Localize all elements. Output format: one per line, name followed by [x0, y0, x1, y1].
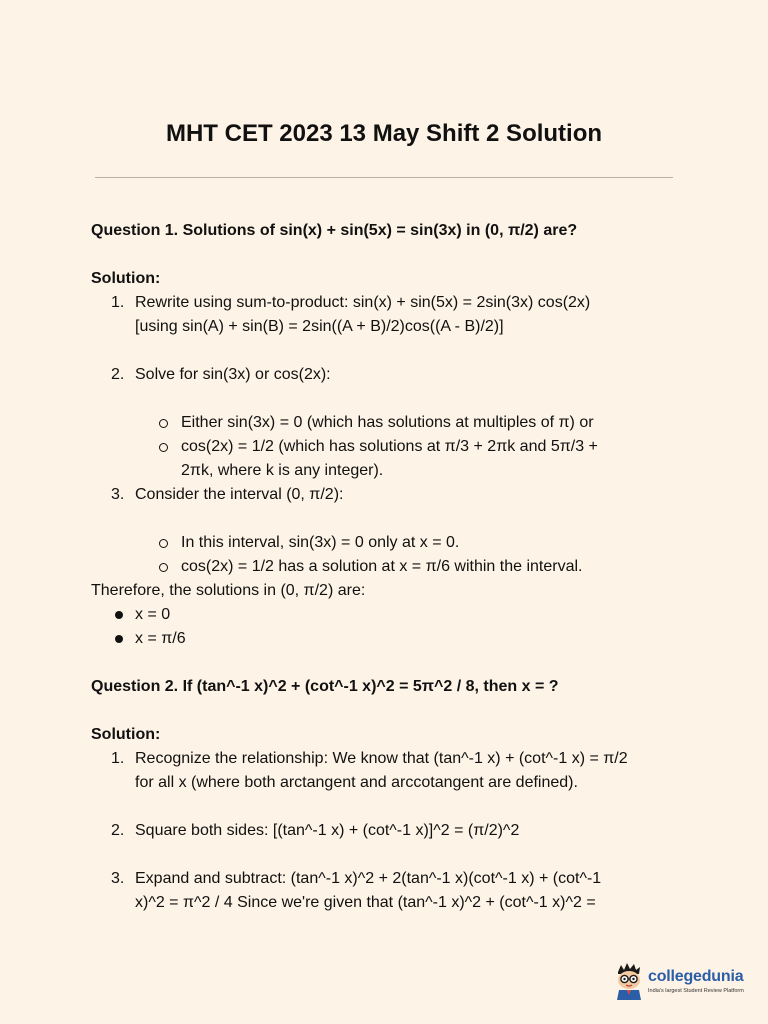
solution-label-1: Solution:: [91, 270, 161, 287]
logo-wordmark: collegedunia: [648, 968, 744, 985]
collegedunia-logo: [612, 962, 742, 1002]
step-number: 1.: [111, 294, 125, 311]
sub-item: In this interval, sin(3x) = 0 only at x = 0.: [91, 531, 691, 555]
step-number: 2.: [111, 366, 125, 383]
step-text: for all x (where both arctangent and arccotangent are defined).: [135, 774, 578, 791]
filled-bullet-icon: [115, 635, 123, 643]
step-text: Square both sides: [(tan^-1 x) + (cot^-1 x)]^2 = (π/2)^2: [135, 822, 520, 839]
document-body: [91, 219, 691, 915]
answer-item: x = 0: [91, 603, 691, 627]
title-divider: [95, 177, 673, 178]
question-1: Question 1. Solutions of sin(x) + sin(5x) = sin(3x) in (0, π/2) are?: [91, 222, 578, 239]
step-text: Solve for sin(3x) or cos(2x):: [135, 366, 331, 383]
q2-step-2: [91, 819, 691, 843]
hollow-bullet-icon: [159, 539, 168, 548]
step-number: 2.: [111, 822, 125, 839]
logo-tagline: India's largest Student Review Platform: [648, 988, 744, 994]
step-text: Recognize the relationship: We know that (tan^-1 x) + (cot^-1 x) = π/2: [135, 750, 628, 767]
answer-item: x = π/6: [91, 627, 691, 651]
sub-item: cos(2x) = 1/2 has a solution at x = π/6 within the interval.: [91, 555, 691, 579]
q1-step-3: [91, 483, 691, 507]
question-2: Question 2. If (tan^-1 x)^2 + (cot^-1 x)^2 = 5π^2 / 8, then x = ?: [91, 678, 559, 695]
hollow-bullet-icon: [159, 563, 168, 572]
hollow-bullet-icon: [159, 443, 168, 452]
step-number: 1.: [111, 750, 125, 767]
q2-step-1: [91, 747, 691, 795]
step-text: Rewrite using sum-to-product: sin(x) + sin(5x) = 2sin(3x) cos(2x): [135, 294, 591, 311]
hollow-bullet-icon: [159, 419, 168, 428]
filled-bullet-icon: [115, 611, 123, 619]
step-text: Consider the interval (0, π/2):: [135, 486, 344, 503]
conclusion-text: Therefore, the solutions in (0, π/2) are:: [91, 582, 366, 599]
step-text: [using sin(A) + sin(B) = 2sin((A + B)/2)cos((A - B)/2)]: [135, 318, 504, 335]
document-title: MHT CET 2023 13 May Shift 2 Solution: [165, 120, 603, 147]
q1-step-2: [91, 363, 691, 387]
step-text: x)^2 = π^2 / 4 Since we're given that (tan^-1 x)^2 + (cot^-1 x)^2 =: [135, 894, 596, 911]
step-number: 3.: [111, 870, 125, 887]
mascot-icon: [612, 962, 646, 1000]
step-text: Expand and subtract: (tan^-1 x)^2 + 2(tan^-1 x)(cot^-1 x) + (cot^-1: [135, 870, 602, 887]
sub-item: Either sin(3x) = 0 (which has solutions at multiples of π) or: [91, 411, 691, 435]
step-number: 3.: [111, 486, 125, 503]
q1-step-1: [91, 291, 691, 339]
q2-step-3: [91, 867, 691, 915]
sub-item: cos(2x) = 1/2 (which has solutions at π/3 + 2πk and 5π/3 + 2πk, where k is any integer).: [91, 435, 691, 483]
solution-label-2: Solution:: [91, 726, 161, 743]
